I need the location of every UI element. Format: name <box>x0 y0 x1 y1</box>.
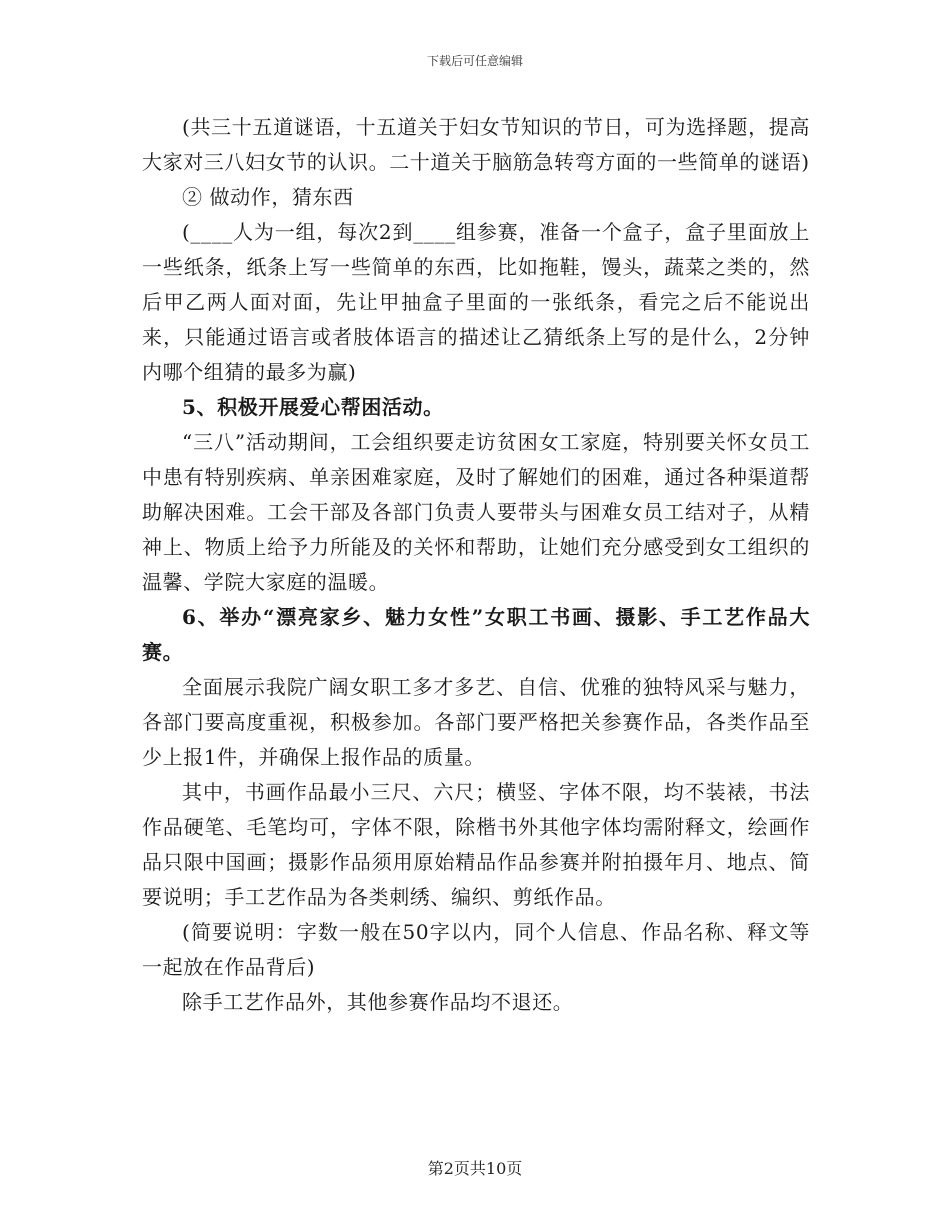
paragraph-contest-note: (简要说明：字数一般在50字以内，同个人信息、作品名称、释文等一起放在作品背后) <box>142 920 810 979</box>
document-body <box>142 110 810 1020</box>
paragraph-contest-return: 除手工艺作品外，其他参赛作品均不退还。 <box>182 990 574 1014</box>
page-footer: 第2页共10页 <box>427 1159 523 1178</box>
heading-item-5: 5、积极开展爱心帮困活动。 <box>182 395 444 419</box>
page-header: 下载后可任意编辑 <box>426 54 523 68</box>
paragraph-riddles-note: (共三十五道谜语，十五道关于妇女节知识的节日，可为选择题，提高大家对三八妇女节的认识。二十道关于脑筋急转弯方面的一些简单的谜语) <box>142 115 810 174</box>
paragraph-contest-intro: 全面展示我院广阔女职工多才多艺、自信、优雅的独特风采与魅力，各部门要高度重视，积极参加。各部门要严格把关参赛作品，各类作品至少上报1件，并确保上报作品的质量。 <box>142 675 810 769</box>
paragraph-contest-requirements: 其中，书画作品最小三尺、六尺；横竖、字体不限，均不装裱，书法作品硬笔、毛笔均可，字体不限，除楷书外其他字体均需附释文，绘画作品只限中国画；摄影作品须用原始精品作品参赛并附拍摄年月、地点、简要说明；手工艺作品为各类刺绣、编织、剪纸作品。 <box>142 780 810 909</box>
paragraph-guess-game-rules: (____人为一组，每次2到____组参赛，准备一个盒子，盒子里面放上一些纸条，纸条上写一些简单的东西，比如拖鞋，馒头，蔬菜之类的，然后甲乙两人面对面，先让甲抽盒子里面的一张纸条，看完之后不能说出来，只能通过语言或者肢体语言的描述让乙猜纸条上写的是什么，2分钟内哪个组猜的最多为赢) <box>142 220 810 384</box>
paragraph-charity: “三八”活动期间，工会组织要走访贫困女工家庭，特别要关怀女员工中患有特别疾病、单亲困难家庭，及时了解她们的困难，通过各种渠道帮助解决困难。工会干部及各部门负责人要带头与困难女员工结对子，从精神上、物质上给予力所能及的关怀和帮助，让她们充分感受到女工组织的温馨、学院大家庭的温暖。 <box>142 430 810 594</box>
heading-item-6: 6、举办“漂亮家乡、魅力女性”女职工书画、摄影、手工艺作品大赛。 <box>142 605 810 664</box>
paragraph-guess-game-title: ② 做动作，猜东西 <box>182 185 354 209</box>
